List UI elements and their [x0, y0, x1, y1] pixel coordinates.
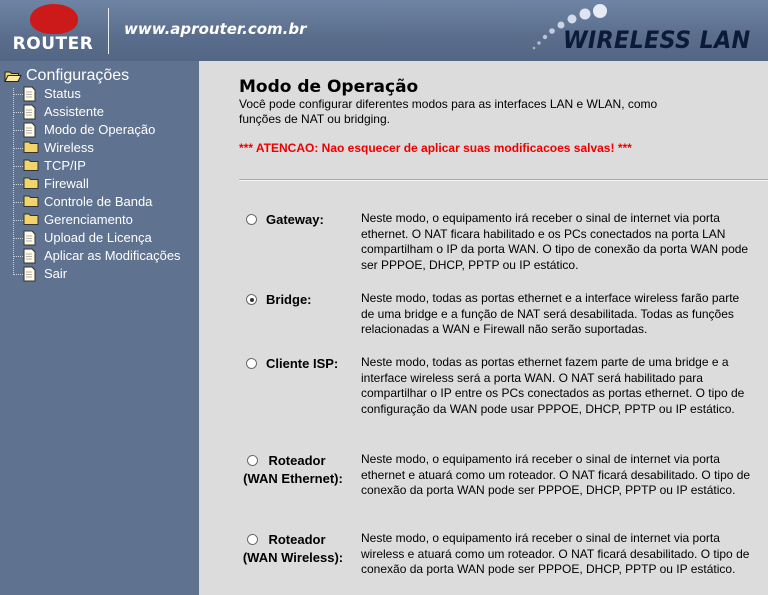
- sidebar-item-label: Assistente: [44, 104, 104, 119]
- folder-icon: [23, 140, 39, 154]
- folder-icon: [23, 212, 39, 226]
- sidebar-item-label: Upload de Licença: [44, 230, 152, 245]
- sidebar-item-firewall[interactable]: [13, 175, 198, 193]
- open-folder-icon: [4, 70, 22, 83]
- page-icon: [23, 248, 36, 264]
- mode-label: [239, 452, 347, 488]
- sidebar-item-gerenciamento[interactable]: [13, 211, 198, 229]
- page-icon: [23, 230, 36, 246]
- sidebar-item-sair[interactable]: [13, 265, 198, 283]
- mode-description: Neste modo, o equipamento irá receber o sinal de internet via porta ethernet e atuará como um roteador. O NAT ficará desabilitado. O tipo de conexão da porta WAN pode ser PPPOE, DHCP, PPTP ou IP estático.: [361, 452, 751, 497]
- warning-message: *** ATENCAO: Nao esquecer de aplicar suas modificacoes salvas! ***: [239, 141, 632, 155]
- page-icon: [23, 266, 36, 282]
- mode-description: Neste modo, todas as portas ethernet fazem parte de uma bridge e a interface wireless será a porta WAN. O NAT será habilitado para compartilhar o IP entre os PCs conectados as portas ethernet. O tipo de configuração da WAN pode usar PPPOE, DHCP, PPTP ou IP estático.: [361, 355, 745, 416]
- sidebar-item-label: Status: [44, 86, 81, 101]
- mode-description: Neste modo, o equipamento irá receber o sinal de internet via porta wireless e atuará como um roteador. O NAT ficará desabilitado. O tipo de conexão da porta WAN pode ser PPPOE, DHCP, PPTP ou IP estático.: [361, 531, 750, 576]
- mode-label-line2: (WAN Ethernet):: [243, 471, 343, 486]
- sidebar-item-label: Controle de Banda: [44, 194, 153, 209]
- page-icon: [23, 104, 36, 120]
- router-logo: [8, 4, 98, 56]
- section-divider: [239, 179, 768, 181]
- sidebar-item-upload-de-licenca[interactable]: [13, 229, 198, 247]
- mode-label: [239, 531, 347, 567]
- sidebar-item-aplicar-modificacoes[interactable]: [13, 247, 198, 265]
- mode-label: Gateway:: [266, 212, 324, 227]
- mode-label-line1: Roteador: [268, 453, 326, 468]
- logo-emblem: [30, 4, 78, 34]
- mode-label: Bridge:: [266, 292, 312, 307]
- product-title: WIRELESS LAN: [563, 26, 751, 54]
- sidebar-item-status[interactable]: [13, 85, 198, 103]
- page-intro: Você pode configurar diferentes modos para as interfaces LAN e WLAN, como funções de NAT ou bridging.: [239, 97, 658, 126]
- mode-description: Neste modo, todas as portas ethernet e a interface wireless farão parte de uma bridge e a função de NAT será desabilitada. Todas as funções relacionadas a WAN e Firewall não serão suportadas.: [361, 291, 740, 336]
- header-bar: [0, 0, 768, 61]
- site-url: www.aprouter.com.br: [124, 20, 307, 38]
- sidebar-item-label: Firewall: [44, 176, 89, 191]
- mode-label-line2: (WAN Wireless):: [242, 550, 344, 565]
- sidebar-item-controle-de-banda[interactable]: [13, 193, 198, 211]
- sidebar-item-modo-de-operacao[interactable]: [13, 121, 198, 139]
- mode-label-line1: Roteador: [268, 532, 326, 547]
- sidebar-item-label: Wireless: [44, 140, 94, 155]
- folder-icon: [23, 194, 39, 208]
- logo-text: ROUTER: [12, 34, 94, 54]
- mode-bridge-radio[interactable]: [246, 294, 257, 305]
- folder-icon: [23, 176, 39, 190]
- sidebar-item-label: TCP/IP: [44, 158, 86, 173]
- page-title: Modo de Operação: [239, 77, 419, 97]
- mode-description: Neste modo, o equipamento irá receber o sinal de internet via porta ethernet. O NAT ficara habilitado e os PCs conectados na porta LAN compartilham o IP da porta WAN. O tipo de conexão da porta WAN pode ser PPPOE, DHCP, PPTP ou IP estático.: [361, 211, 749, 272]
- sidebar-item-tcp-ip[interactable]: [13, 157, 198, 175]
- mode-gateway-radio[interactable]: [246, 214, 257, 225]
- sidebar: [0, 61, 199, 595]
- sidebar-item-label: Aplicar as Modificações: [44, 248, 181, 263]
- mode-cliente-isp-radio[interactable]: [246, 358, 257, 369]
- sidebar-item-label: Gerenciamento: [44, 212, 133, 227]
- sidebar-item-label: Modo de Operação: [44, 122, 156, 137]
- sidebar-item-wireless[interactable]: [13, 139, 198, 157]
- folder-icon: [23, 158, 39, 172]
- main-content: [199, 61, 768, 595]
- header-divider: [108, 8, 109, 54]
- page-icon: [23, 86, 36, 102]
- page-icon: [23, 122, 36, 138]
- mode-label: Cliente ISP:: [266, 356, 339, 371]
- sidebar-item-assistente[interactable]: [13, 103, 198, 121]
- sidebar-root-label: Configurações: [26, 67, 130, 84]
- sidebar-item-label: Sair: [44, 266, 68, 281]
